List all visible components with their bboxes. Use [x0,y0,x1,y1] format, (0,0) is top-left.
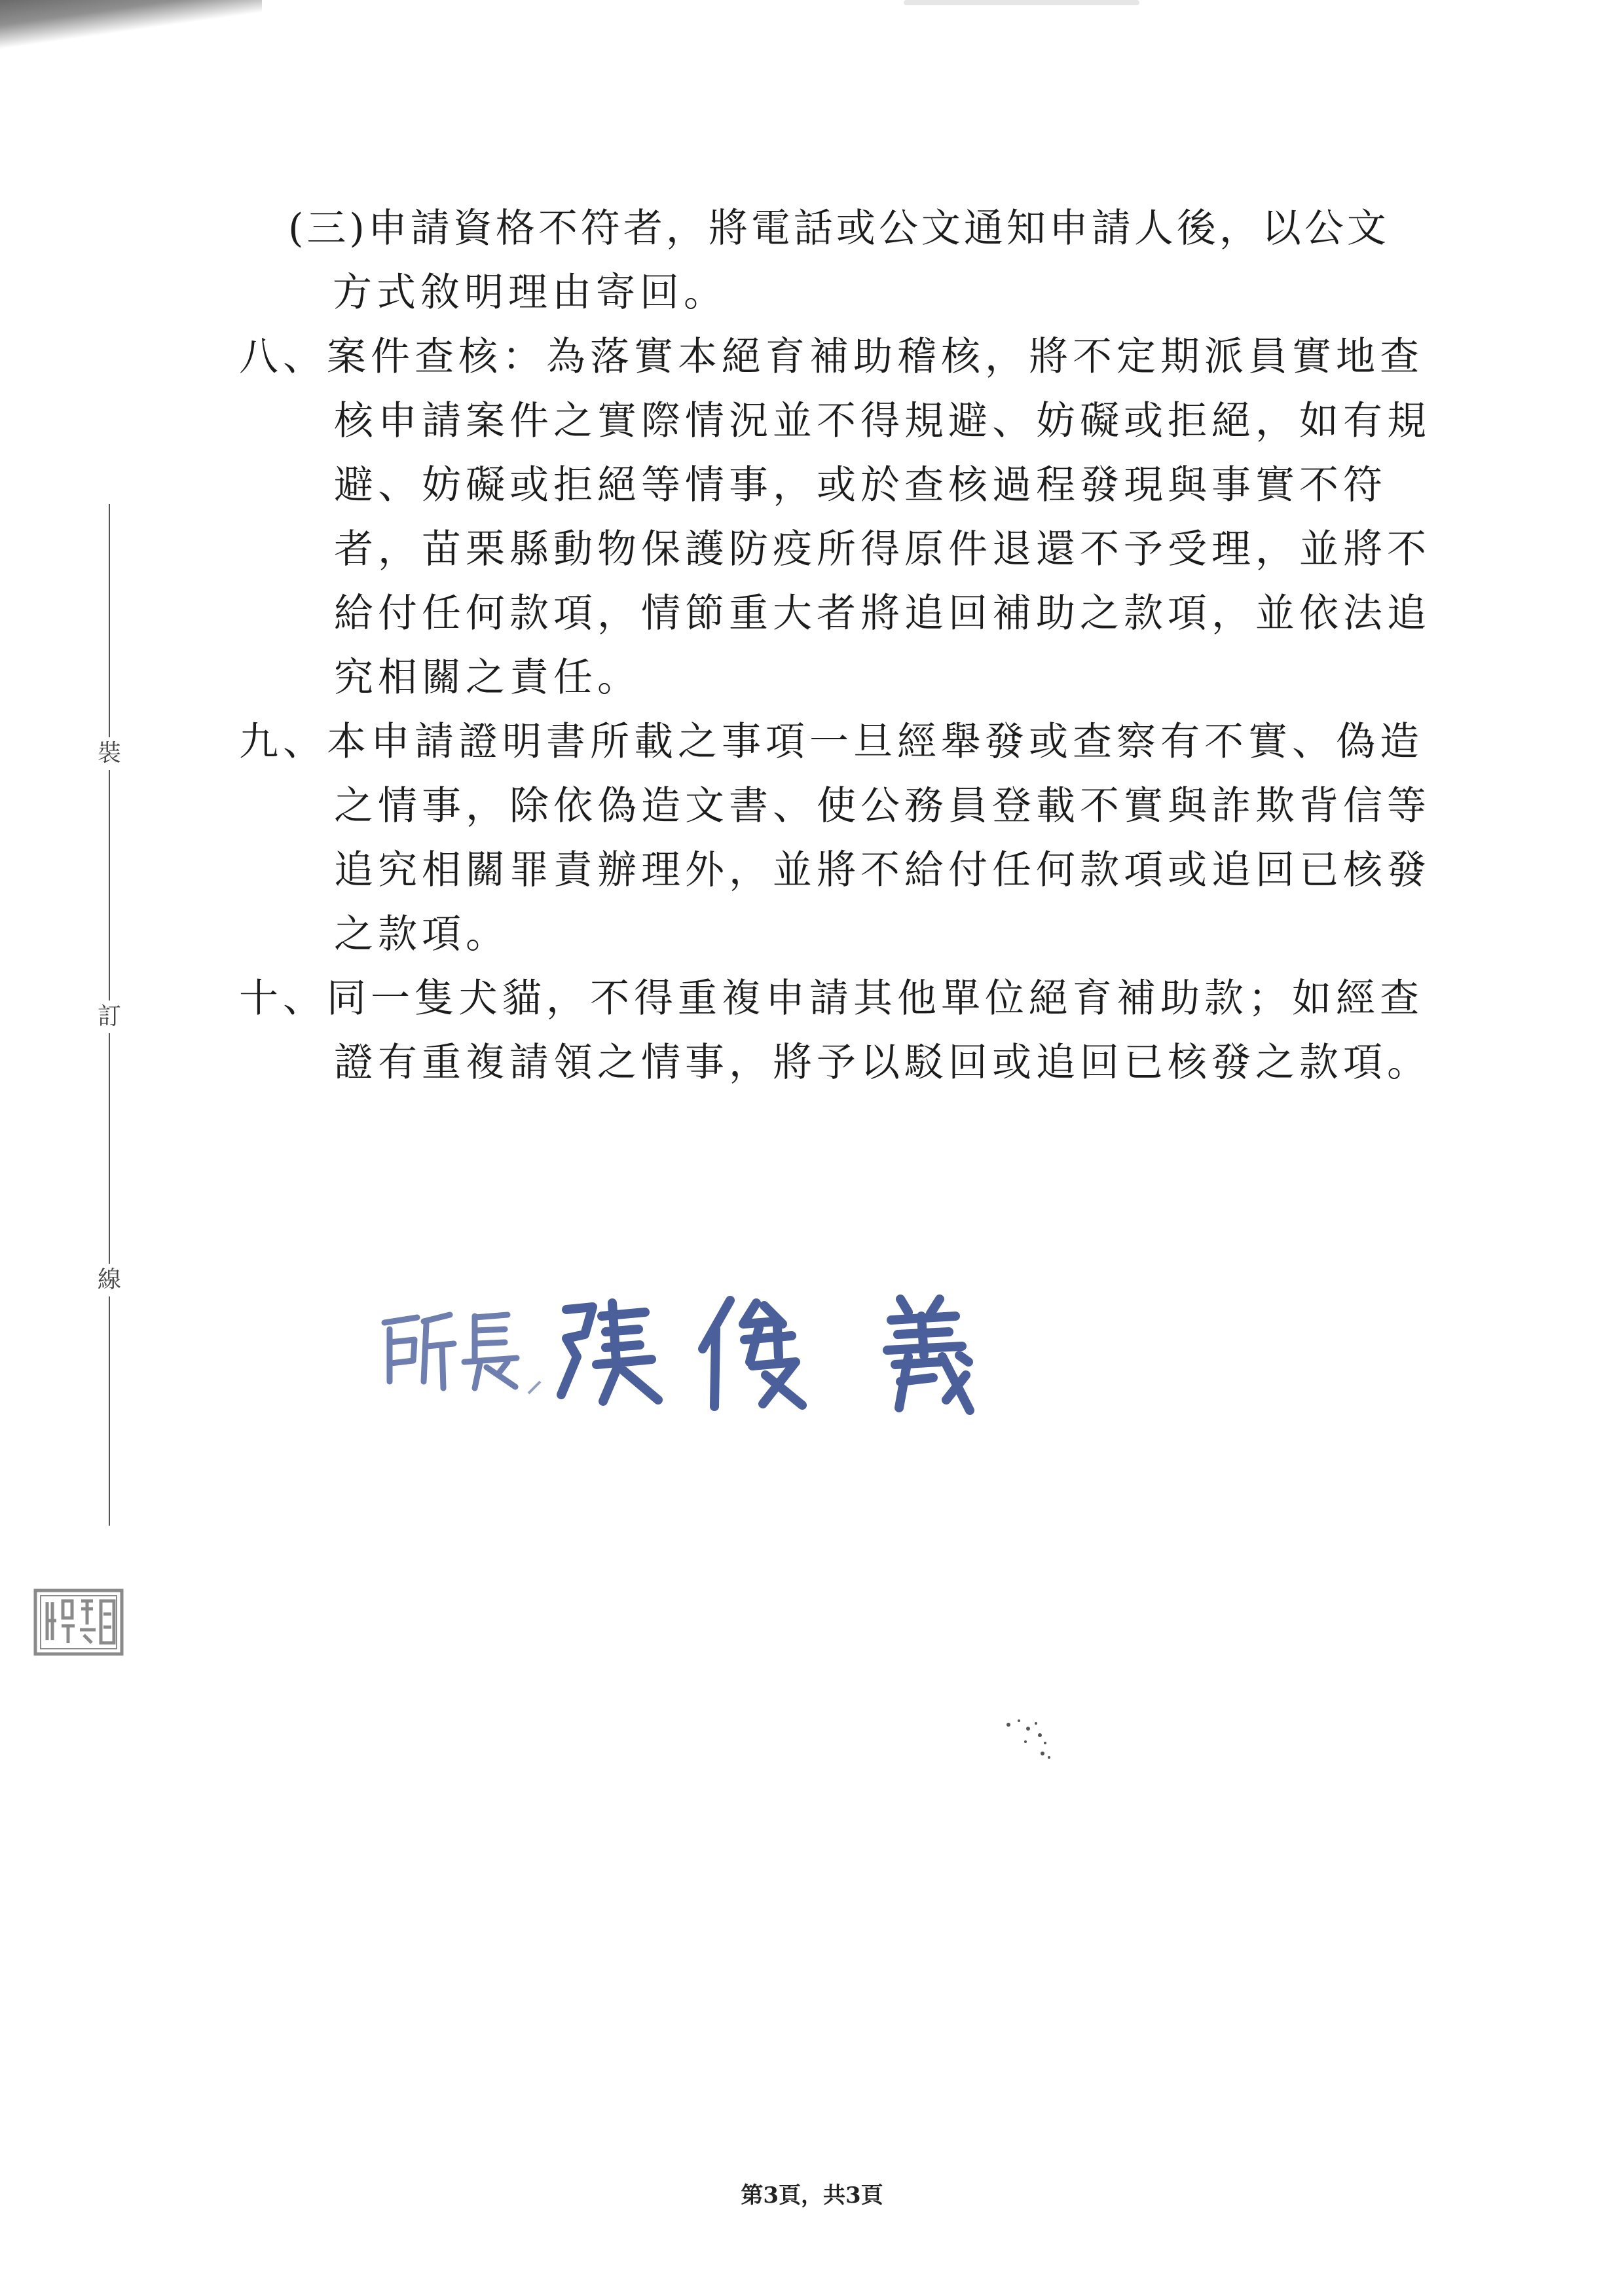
clause-8-line-3: 避、妨礙或拒絕等情事，或於查核過程發現與事實不符 [334,462,1387,508]
sub-item-3-line-1 [288,196,1454,261]
clause-10-label: 十、 [239,976,327,1021]
clause-8-line-5: 給付任何款項，情節重大者將追回補助之款項，並依法追 [334,591,1431,636]
sub-item-3 [288,196,1454,325]
clause-9-line-2: 之情事，除依偽造文書、使公務員登載不實與詐欺背信等 [334,783,1431,829]
sub-item-3-text: 申請資格不符者，將電話或公文通知申請人後，以公文 [367,206,1390,251]
sub-item-3-line-2: 方式敘明理由寄回。 [333,270,728,316]
clause-8 [239,325,1454,710]
clause-9 [239,710,1454,966]
director-signature-stamp [377,1283,1058,1427]
clause-8-line-2: 核申請案件之實際情況並不得規避、妨礙或拒絕，如有規 [334,398,1431,444]
clause-10-text: 同一隻犬貓，不得重複申請其他單位絕育補助款；如經查 [327,976,1424,1021]
binding-char-zhuang: 裝 [94,737,124,770]
clause-8-line-1 [239,325,1454,389]
clause-9-line-4: 之款項。 [334,911,509,957]
clause-8-text: 案件查核：為落實本絕育補助稽核，將不定期派員實地查 [327,334,1424,380]
clause-8-line-6: 究相關之責任。 [334,655,641,701]
scan-top-smudge [904,0,1139,5]
clause-9-label: 九、 [239,719,327,765]
scan-corner-shadow [0,0,262,52]
clause-10-line-2: 證有重複請領之情事，將予以駁回或追回已核發之款項。 [334,1040,1431,1086]
clause-9-line-1 [239,710,1454,774]
clause-10-line-1 [239,966,1454,1031]
official-seal [33,1588,124,1657]
clause-9-text: 本申請證明書所載之事項一旦經舉發或查察有不實、偽造 [327,719,1424,765]
binding-char-ding: 訂 [94,1001,124,1033]
sub-item-3-label: (三) [288,206,368,251]
scan-specks [1002,1716,1080,1788]
page-number: 第3頁，共3頁 [741,2182,883,2209]
document-body [239,196,1454,1095]
clause-9-line-3: 追究相關罪責辦理外，並將不給付任何款項或追回已核發 [334,847,1431,893]
binding-char-xian: 線 [94,1264,124,1296]
clause-8-label: 八、 [239,334,327,380]
clause-10 [239,966,1454,1095]
clause-8-line-4: 者，苗栗縣動物保護防疫所得原件退還不予受理，並將不 [334,526,1431,572]
